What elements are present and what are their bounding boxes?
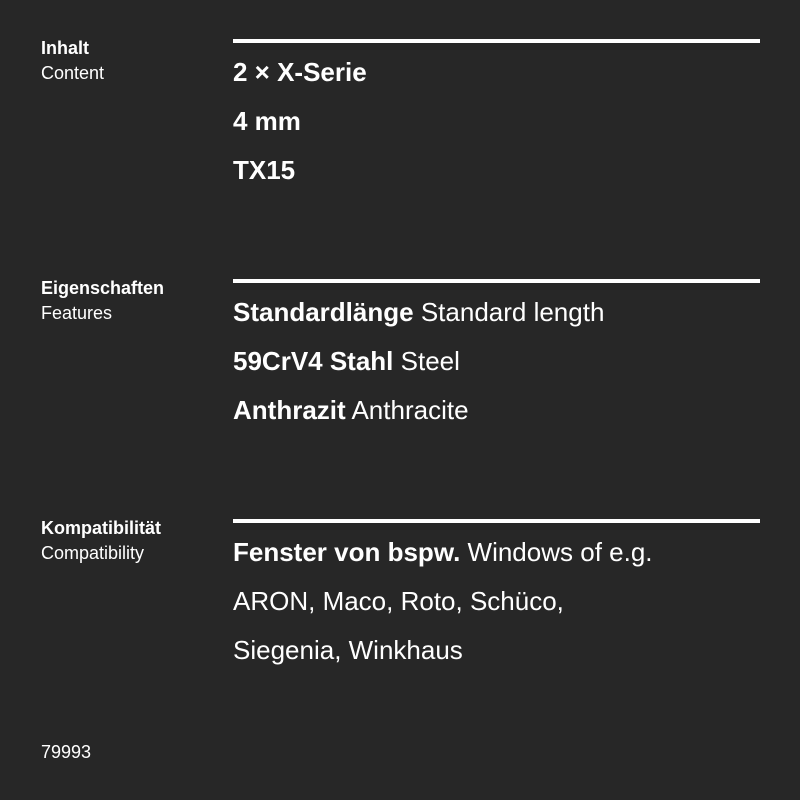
feature-color [233, 386, 773, 435]
compatibility-list [233, 528, 773, 675]
content-label [41, 36, 221, 86]
compatibility-lead-en: Windows of e.g. [467, 537, 653, 567]
features-divider [233, 279, 760, 283]
content-item-drive: TX15 [233, 155, 296, 185]
feature-length-de: Standardlänge [233, 297, 414, 327]
compatibility-label [41, 516, 221, 566]
feature-color-en: Anthracite [351, 395, 469, 425]
features-label-de: Eigenschaften [41, 278, 165, 298]
features-list [233, 288, 773, 435]
feature-color-de: Anthrazit [233, 395, 346, 425]
content-label-en: Content [41, 63, 105, 83]
compatibility-brands-line-2: Siegenia, Winkhaus [233, 635, 463, 665]
content-divider [233, 39, 760, 43]
feature-steel [233, 337, 773, 386]
content-list [233, 48, 773, 195]
content-label-de: Inhalt [41, 38, 89, 58]
compatibility-brands-line-1: ARON, Maco, Roto, Schüco, [233, 586, 564, 616]
content-item-size: 4 mm [233, 106, 301, 136]
compatibility-label-de: Kompatibilität [41, 518, 161, 538]
compatibility-label-en: Compatibility [41, 543, 145, 563]
article-number: 79993 [41, 742, 92, 762]
compatibility-lead-de: Fenster von bspw. [233, 537, 461, 567]
compatibility-divider [233, 519, 760, 523]
features-label [41, 276, 221, 326]
compatibility-lead [233, 528, 773, 577]
feature-length-en: Standard length [420, 297, 605, 327]
feature-length [233, 288, 773, 337]
feature-steel-de: 59CrV4 Stahl [233, 346, 394, 376]
content-item-quantity: 2 × X-Serie [233, 57, 367, 87]
features-label-en: Features [41, 303, 113, 323]
feature-steel-en: Steel [400, 346, 460, 376]
